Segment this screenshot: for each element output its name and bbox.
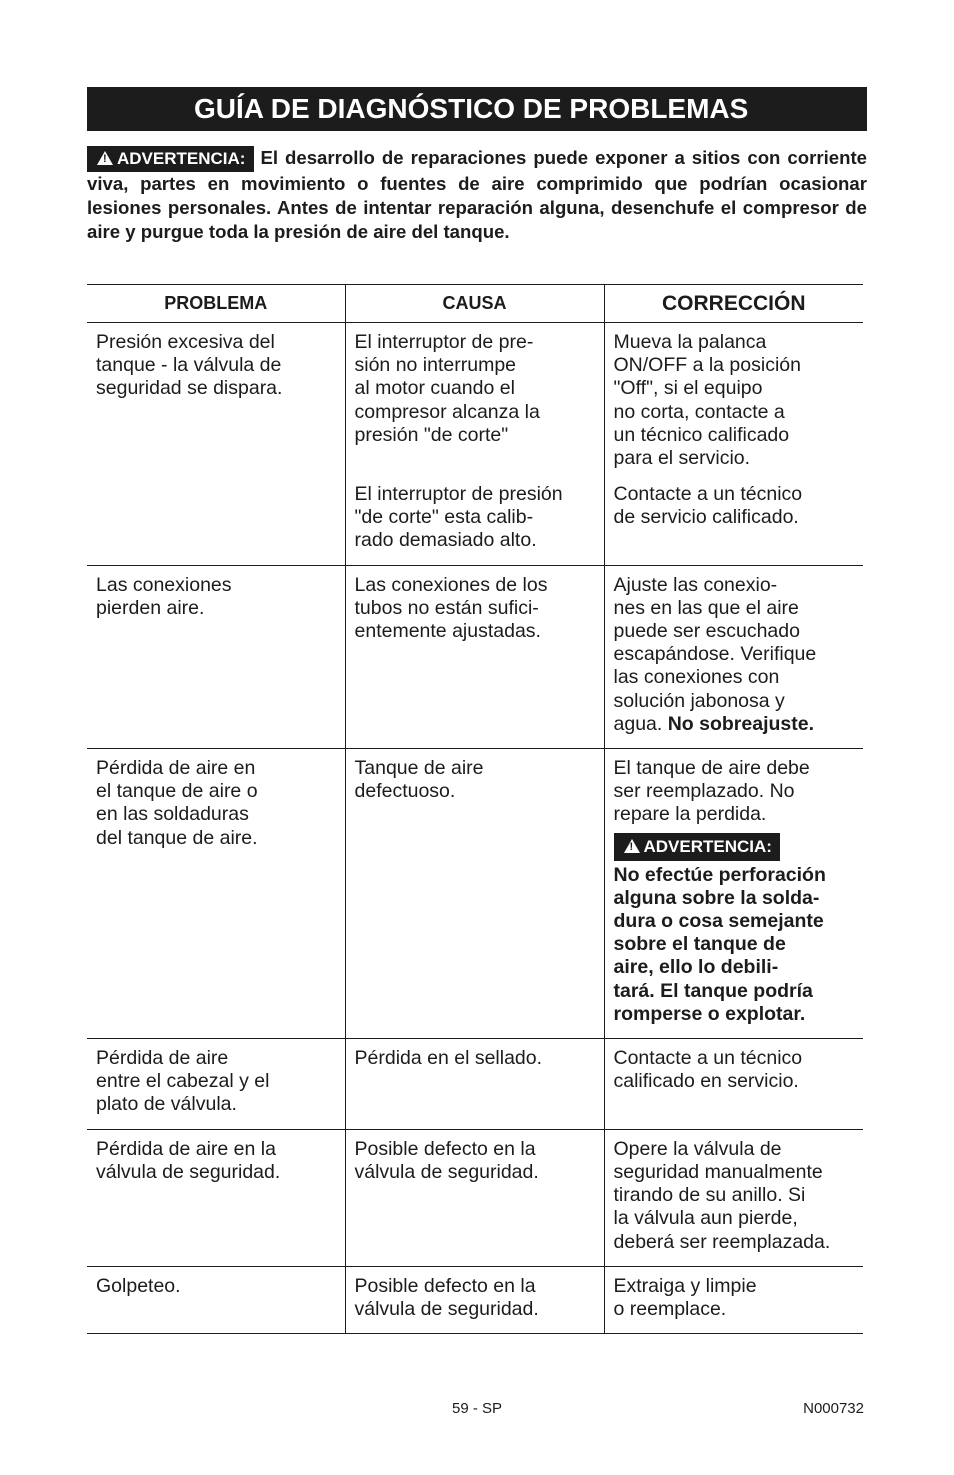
text-line: sión no interrumpe bbox=[354, 354, 517, 377]
table-header-row bbox=[87, 285, 863, 323]
text-line: Opere la válvula de bbox=[613, 1137, 782, 1160]
text-line: nes en las que el aire bbox=[613, 596, 799, 619]
cause-cell bbox=[345, 749, 604, 1039]
table-row bbox=[87, 1266, 863, 1333]
text-line: Tanque de aire bbox=[354, 757, 484, 780]
cause-cell bbox=[345, 323, 604, 566]
text-line: la válvula aun pierde, bbox=[613, 1207, 798, 1230]
problem-cell bbox=[87, 749, 345, 1039]
cause-cell bbox=[345, 1129, 604, 1266]
text-line: El interruptor de pre- bbox=[354, 331, 534, 353]
problem-cell bbox=[87, 323, 345, 566]
correction-cell bbox=[604, 323, 863, 566]
text-line: No efectúe perforación bbox=[613, 863, 826, 886]
text-line: tirando de su anillo. Si bbox=[613, 1184, 806, 1207]
text-line: Ajuste las conexio- bbox=[613, 573, 778, 596]
correction-cell bbox=[604, 565, 863, 748]
warning-label: ADVERTENCIA: bbox=[117, 149, 246, 168]
text-line: tanque - la válvula de bbox=[96, 354, 282, 377]
text-line: ser reemplazado. No bbox=[613, 780, 795, 803]
text-line: "Off", si el equipo bbox=[613, 377, 763, 400]
text-line: Contacte a un técnico bbox=[613, 1047, 803, 1070]
problem-cell bbox=[87, 1129, 345, 1266]
text-line: Posible defecto en la bbox=[354, 1274, 536, 1297]
problem-cell bbox=[87, 1039, 345, 1130]
text-line: al motor cuando el bbox=[354, 377, 515, 400]
header-cause: CAUSA bbox=[345, 285, 604, 323]
header-problem: PROBLEMA bbox=[87, 285, 345, 323]
emphasis-text: No sobreajuste. bbox=[667, 712, 815, 735]
text-line: Contacte a un técnico bbox=[613, 483, 803, 506]
text-line: rado demasiado alto. bbox=[354, 529, 537, 552]
text-line: el tanque de aire o bbox=[96, 780, 258, 803]
text-line: aire, ello lo debili- bbox=[613, 956, 779, 979]
text-line: Las conexiones de los bbox=[354, 573, 548, 596]
text-line: Las conexiones bbox=[96, 573, 232, 596]
text-line: Extraiga y limpie bbox=[613, 1274, 757, 1297]
text-line: seguridad se dispara. bbox=[96, 377, 283, 400]
text-line: deberá ser reemplazada. bbox=[613, 1230, 831, 1253]
text-line: dura o cosa semejante bbox=[613, 910, 824, 933]
warning-triangle-icon bbox=[97, 151, 113, 165]
table-row bbox=[87, 749, 863, 1039]
text-line: Mueva la palanca bbox=[613, 331, 767, 353]
text-line: del tanque de aire. bbox=[96, 826, 258, 849]
header-correction: CORRECCIÓN bbox=[604, 285, 863, 323]
text-line: Pérdida de aire en la bbox=[96, 1137, 276, 1160]
text-line: escapándose. Verifique bbox=[613, 643, 817, 666]
text-line: entemente ajustadas. bbox=[354, 620, 541, 643]
text-line: válvula de seguridad. bbox=[354, 1160, 539, 1183]
text-line: compresor alcanza la bbox=[354, 400, 540, 423]
text-line: "de corte" esta calib- bbox=[354, 506, 534, 529]
text-line: Pérdida de aire bbox=[96, 1047, 229, 1070]
text-line: seguridad manualmente bbox=[613, 1160, 823, 1183]
cause-cell bbox=[345, 565, 604, 748]
table-row bbox=[87, 1039, 863, 1130]
text-line: plato de válvula. bbox=[96, 1093, 237, 1116]
text-line bbox=[614, 713, 855, 736]
text-line: El interruptor de presión bbox=[354, 483, 563, 506]
correction-cell bbox=[604, 1039, 863, 1130]
text-line: Presión excesiva del bbox=[96, 331, 275, 353]
cause-cell bbox=[345, 1039, 604, 1130]
warning-triangle-icon bbox=[624, 839, 640, 853]
text-line: ON/OFF a la posición bbox=[613, 354, 801, 377]
text-fragment: agua. bbox=[613, 712, 668, 735]
text-line: válvula de seguridad. bbox=[96, 1160, 281, 1183]
table-row bbox=[87, 323, 863, 566]
text-line: El tanque de aire debe bbox=[613, 757, 810, 780]
text-line: Posible defecto en la bbox=[354, 1137, 536, 1160]
text-line: sobre el tanque de bbox=[613, 933, 786, 956]
text-line: solución jabonosa y bbox=[613, 689, 785, 712]
warning-text: El desarrollo de reparaciones puede exponer a sitios con corriente viva, partes en movimiento o fuentes de aire comprimido que podrían ocasionar lesiones personales. Antes de intentar reparación alguna, desenchufe el compresor de aire y purgue toda la presión de aire del tanque. bbox=[87, 147, 867, 242]
text-line: defectuoso. bbox=[354, 780, 456, 803]
text-line: puede ser escuchado bbox=[613, 620, 800, 643]
correction-cell bbox=[604, 749, 863, 1039]
text-line: en las soldaduras bbox=[96, 803, 249, 826]
page-number: 59 - SP bbox=[451, 1400, 503, 1417]
correction-cell bbox=[604, 1266, 863, 1333]
text-line: repare la perdida. bbox=[613, 803, 767, 826]
text-line: alguna sobre la solda- bbox=[613, 886, 820, 909]
text-line: romperse o explotar. bbox=[613, 1002, 806, 1025]
text-line: las conexiones con bbox=[613, 666, 780, 689]
text-line: tubos no están sufici- bbox=[354, 596, 539, 619]
correction-cell bbox=[604, 1129, 863, 1266]
text-line: no corta, contacte a bbox=[613, 400, 785, 423]
text-line: pierden aire. bbox=[96, 596, 205, 619]
text-line: de servicio calificado. bbox=[613, 506, 799, 529]
text-line: para el servicio. bbox=[613, 447, 751, 470]
text-line: Pérdida en el sellado. bbox=[354, 1047, 543, 1070]
table-row bbox=[87, 565, 863, 748]
text-line: un técnico calificado bbox=[613, 423, 790, 446]
warning-badge bbox=[87, 146, 254, 172]
page-title: GUÍA DE DIAGNÓSTICO DE PROBLEMAS bbox=[87, 87, 867, 131]
text-line: tará. El tanque podría bbox=[613, 979, 813, 1002]
problem-cell bbox=[87, 1266, 345, 1333]
text-line: o reemplace. bbox=[613, 1297, 727, 1320]
table-row bbox=[87, 1129, 863, 1266]
warning-notice bbox=[87, 146, 867, 244]
text-line: entre el cabezal y el bbox=[96, 1070, 270, 1093]
text-line: presión "de corte" bbox=[354, 423, 509, 446]
text-line: calificado en servicio. bbox=[613, 1070, 799, 1093]
cause-cell bbox=[345, 1266, 604, 1333]
problem-cell bbox=[87, 565, 345, 748]
text-line: Pérdida de aire en bbox=[96, 757, 256, 780]
warning-badge bbox=[614, 833, 780, 861]
text-line: válvula de seguridad. bbox=[354, 1297, 539, 1320]
warning-label: ADVERTENCIA: bbox=[643, 836, 772, 856]
troubleshooting-table bbox=[87, 284, 863, 1334]
text-line: Golpeteo. bbox=[96, 1274, 181, 1297]
document-code: N000732 bbox=[803, 1400, 864, 1417]
